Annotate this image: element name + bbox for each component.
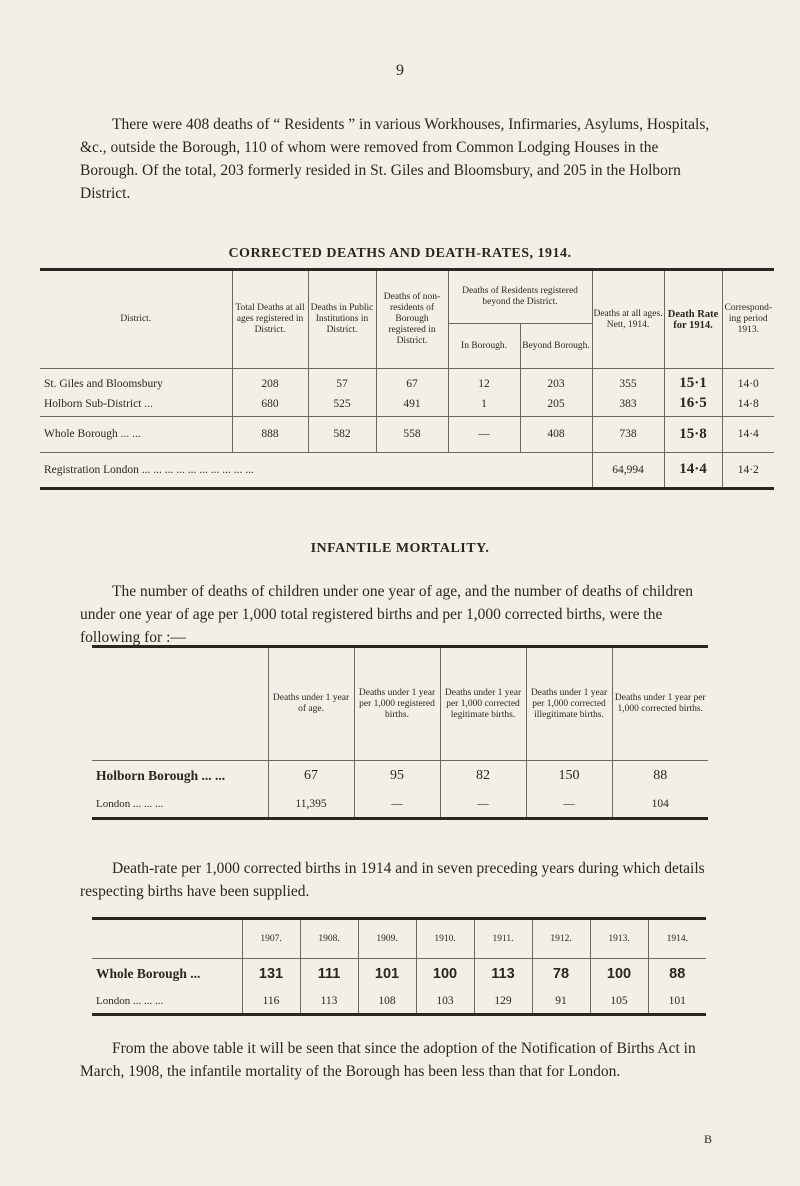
cell-value: 131 <box>242 959 300 989</box>
header-per-corrected: Deaths under 1 year per 1,000 corrected births. <box>612 647 708 761</box>
cell-rate: 15·1 <box>664 369 722 393</box>
cell-value: 101 <box>358 959 416 989</box>
holborn-borough-label: Holborn Borough ... ... <box>96 767 226 783</box>
cell-value: — <box>526 791 612 819</box>
death-rate-paragraph: Death-rate per 1,000 corrected births in 1914 and in seven preceding years during which details respecting births have been supplied. <box>80 860 705 900</box>
cell-nonres: 67 <box>376 369 448 393</box>
cell-nonres: 558 <box>376 416 448 452</box>
row-label: St. Giles and Bloomsbury <box>44 377 163 390</box>
header-year: 1910. <box>416 919 474 959</box>
cell-value: 150 <box>526 761 612 791</box>
cell-value: 104 <box>612 791 708 819</box>
cell-value: 88 <box>612 761 708 791</box>
header-year: 1909. <box>358 919 416 959</box>
cell-corr: 14·8 <box>722 392 774 416</box>
deaths-table-heading: CORRECTED DEATHS AND DEATH-RATES, 1914. <box>228 246 572 261</box>
cell-value: 113 <box>474 959 532 989</box>
header-district: District. <box>40 270 232 369</box>
row-label: Holborn Sub-District ... <box>40 392 232 416</box>
london-label: London ... ... ... <box>96 797 164 810</box>
cell-value: — <box>354 791 440 819</box>
cell-value: 82 <box>440 761 526 791</box>
cell-corr: 14·4 <box>722 416 774 452</box>
header-residents-group: Deaths of Residents registered beyond the District. <box>448 270 592 324</box>
header-in-borough: In Borough. <box>448 324 520 369</box>
header-beyond-borough: Beyond Borough. <box>520 324 592 369</box>
cell-public: 525 <box>308 392 376 416</box>
header-year: 1914. <box>648 919 706 959</box>
header-year: 1907. <box>242 919 300 959</box>
header-blank <box>92 647 268 761</box>
cell-value: 101 <box>648 989 706 1015</box>
cell-total: 208 <box>232 369 308 393</box>
header-total-deaths: Total Deaths at all ages registered in District. <box>232 270 308 369</box>
cell-public: 57 <box>308 369 376 393</box>
london-label: London ... ... ... <box>96 994 164 1007</box>
cell-value: 100 <box>416 959 474 989</box>
cell-rate: 14·4 <box>664 452 722 488</box>
cell-nett: 64,994 <box>592 452 664 488</box>
corrected-deaths-table <box>40 268 774 490</box>
cell-value: 78 <box>532 959 590 989</box>
signature-mark: B <box>704 1132 713 1146</box>
header-death-rate: Death Rate for 1914. <box>664 270 722 369</box>
header-per-registered: Deaths under 1 year per 1,000 registered births. <box>354 647 440 761</box>
header-public-institutions: Deaths in Public Institutions in District. <box>308 270 376 369</box>
infantile-mortality-table <box>92 645 708 820</box>
cell-value: 100 <box>590 959 648 989</box>
conclusion-paragraph: From the above table it will be seen that since the adoption of the Notification of Births Act in March, 1908, the infantile mortality of the Borough has been less than that for London. <box>80 1040 696 1080</box>
cell-value: 91 <box>532 989 590 1015</box>
cell-in-borough: 1 <box>448 392 520 416</box>
cell-beyond-borough: 408 <box>520 416 592 452</box>
header-non-residents: Deaths of non-residents of Borough registered in District. <box>376 270 448 369</box>
death-rate-table <box>92 917 706 1016</box>
cell-rate: 16·5 <box>664 392 722 416</box>
cell-nett: 355 <box>592 369 664 393</box>
whole-borough-label: Whole Borough ... <box>96 965 201 981</box>
cell-value: 103 <box>416 989 474 1015</box>
header-year: 1908. <box>300 919 358 959</box>
cell-nonres: 491 <box>376 392 448 416</box>
intro-paragraph: There were 408 deaths of “ Residents ” in various Workhouses, Infirmaries, Asylums, Hospitals, &c., outside the Borough, 110 of whom were removed from Common Lodging Houses in the Borough. Of the total, 203 formerly resided in St. Giles and Bloomsbury, and 205 in the Holborn District. <box>80 116 710 202</box>
cell-rate: 15·8 <box>664 416 722 452</box>
page-number: 9 <box>396 62 404 79</box>
registration-london-label: Registration London ... ... ... ... ... ... ... ... ... ... <box>44 463 254 476</box>
cell-beyond-borough: 205 <box>520 392 592 416</box>
cell-total: 680 <box>232 392 308 416</box>
header-corresponding-period: Correspond- ing period 1913. <box>722 270 774 369</box>
cell-public: 582 <box>308 416 376 452</box>
header-year: 1912. <box>532 919 590 959</box>
header-deaths-under-1: Deaths under 1 year of age. <box>268 647 354 761</box>
cell-value: — <box>440 791 526 819</box>
infantile-mortality-heading: INFANTILE MORTALITY. <box>310 541 490 556</box>
cell-value: 111 <box>300 959 358 989</box>
header-year: 1911. <box>474 919 532 959</box>
cell-value: 116 <box>242 989 300 1015</box>
cell-nett: 383 <box>592 392 664 416</box>
infantile-paragraph: The number of deaths of children under one year of age, and the number of deaths of children under one year of age per 1,000 total registered births and per 1,000 corrected births, were the following for :— <box>80 583 694 646</box>
header-blank <box>92 919 242 959</box>
header-per-legitimate: Deaths under 1 year per 1,000 corrected legitimate births. <box>440 647 526 761</box>
cell-value: 95 <box>354 761 440 791</box>
cell-in-borough: — <box>448 416 520 452</box>
cell-value: 88 <box>648 959 706 989</box>
cell-value: 105 <box>590 989 648 1015</box>
cell-corr: 14·2 <box>722 452 774 488</box>
header-year: 1913. <box>590 919 648 959</box>
cell-value: 108 <box>358 989 416 1015</box>
cell-value: 67 <box>268 761 354 791</box>
cell-in-borough: 12 <box>448 369 520 393</box>
header-per-illegitimate: Deaths under 1 year per 1,000 corrected illegitimate births. <box>526 647 612 761</box>
cell-value: 11,395 <box>268 791 354 819</box>
cell-total: 888 <box>232 416 308 452</box>
cell-value: 113 <box>300 989 358 1015</box>
cell-beyond-borough: 203 <box>520 369 592 393</box>
cell-value: 129 <box>474 989 532 1015</box>
header-nett-deaths: Deaths at all ages. Nett, 1914. <box>592 270 664 369</box>
cell-corr: 14·0 <box>722 369 774 393</box>
whole-borough-label: Whole Borough ... ... <box>40 416 232 452</box>
cell-nett: 738 <box>592 416 664 452</box>
